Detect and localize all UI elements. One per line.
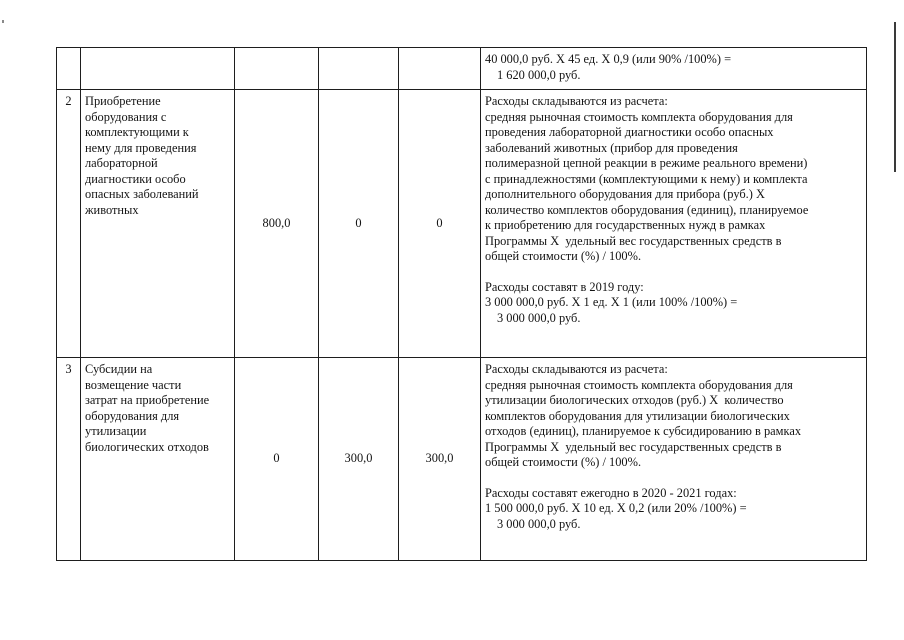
row-value-3: 0 bbox=[399, 90, 481, 358]
calc-line: к приобретению для государственных нужд в рамках bbox=[485, 218, 766, 232]
calc-line: Программы Х удельный вес государственных средств в bbox=[485, 233, 782, 248]
calc-line: полимеразной цепной реакции в режиме реального времени) bbox=[485, 156, 808, 170]
table-row-3 bbox=[57, 358, 867, 561]
row-calculation bbox=[481, 90, 867, 358]
calc-line: проведения лабораторной диагностики особо опасных bbox=[485, 125, 774, 139]
row-value-2: 300,0 bbox=[319, 358, 399, 561]
row-value-2: 0 bbox=[319, 90, 399, 358]
row-name-cell bbox=[81, 90, 235, 358]
calc-line: утилизации биологических отходов (руб.) Х количество bbox=[485, 393, 784, 407]
row-number: 3 bbox=[57, 358, 81, 561]
row-name: Приобретение оборудования с комплектующими к нему для проведения лабораторной диагностики особо опасных заболеваний животных bbox=[85, 94, 199, 217]
row-value-1: 0 bbox=[235, 358, 319, 561]
calc-line-total: 1 620 000,0 руб. bbox=[497, 67, 581, 82]
cell-value-1 bbox=[235, 48, 319, 90]
row-calculation bbox=[481, 358, 867, 561]
row-value-1: 800,0 bbox=[235, 90, 319, 358]
calc-line: общей стоимости (%) / 100%. bbox=[485, 249, 642, 263]
row-number: 2 bbox=[57, 90, 81, 358]
row-name-cell bbox=[81, 358, 235, 561]
cell-calculation bbox=[481, 48, 867, 90]
calc-line: средняя рыночная стоимость комплекта оборудования для bbox=[485, 377, 793, 392]
cell-value-2 bbox=[319, 48, 399, 90]
table-row-2 bbox=[57, 90, 867, 358]
calc-line: средняя рыночная стоимость комплекта оборудования для bbox=[485, 109, 793, 124]
calc-result-total: 3 000 000,0 руб. bbox=[497, 516, 581, 531]
calc-line: 40 000,0 руб. Х 45 ед. Х 0,9 (или 90% /100%) = bbox=[485, 52, 732, 66]
calc-line: общей стоимости (%) / 100%. bbox=[485, 455, 642, 469]
calc-result-heading: Расходы составят ежегодно в 2020 - 2021 годах: bbox=[485, 485, 737, 500]
calc-line: отходов (единиц), планируемое к субсидированию в рамках bbox=[485, 424, 802, 438]
scan-artifact-dot bbox=[2, 20, 4, 23]
cell-number bbox=[57, 48, 81, 90]
paragraph-gap bbox=[485, 265, 864, 280]
cell-value-3 bbox=[399, 48, 481, 90]
paragraph-gap bbox=[485, 471, 864, 486]
calc-result-total: 3 000 000,0 руб. bbox=[497, 310, 581, 325]
calc-line: Программы Х удельный вес государственных средств в bbox=[485, 439, 782, 454]
calc-result-heading: Расходы составят в 2019 году: bbox=[485, 279, 644, 294]
calc-line: дополнительного оборудования для прибора (руб.) Х bbox=[485, 187, 765, 201]
calc-line: комплектов оборудования для утилизации биологических bbox=[485, 408, 790, 423]
budget-calculation-table bbox=[56, 47, 867, 561]
calc-result-formula: 3 000 000,0 руб. Х 1 ед. Х 1 (или 100% /100%) = bbox=[485, 295, 738, 309]
cell-name bbox=[81, 48, 235, 90]
calc-line: Расходы складываются из расчета: bbox=[485, 94, 668, 108]
calc-line: Расходы складываются из расчета: bbox=[485, 362, 668, 376]
calc-result-formula: 1 500 000,0 руб. Х 10 ед. Х 0,2 (или 20% /100%) = bbox=[485, 501, 747, 515]
calc-line: заболеваний животных (прибор для проведения bbox=[485, 140, 738, 155]
calc-line: с принадлежностями (комплектующими к нему) и комплекта bbox=[485, 171, 808, 186]
table-row-continuation bbox=[57, 48, 867, 90]
row-value-3: 300,0 bbox=[399, 358, 481, 561]
scan-page-edge bbox=[894, 22, 896, 172]
calc-line: количество комплектов оборудования (единиц), планируемое bbox=[485, 202, 809, 217]
row-name: Субсидии на возмещение части затрат на приобретение оборудования для утилизации биологических отходов bbox=[85, 362, 210, 454]
